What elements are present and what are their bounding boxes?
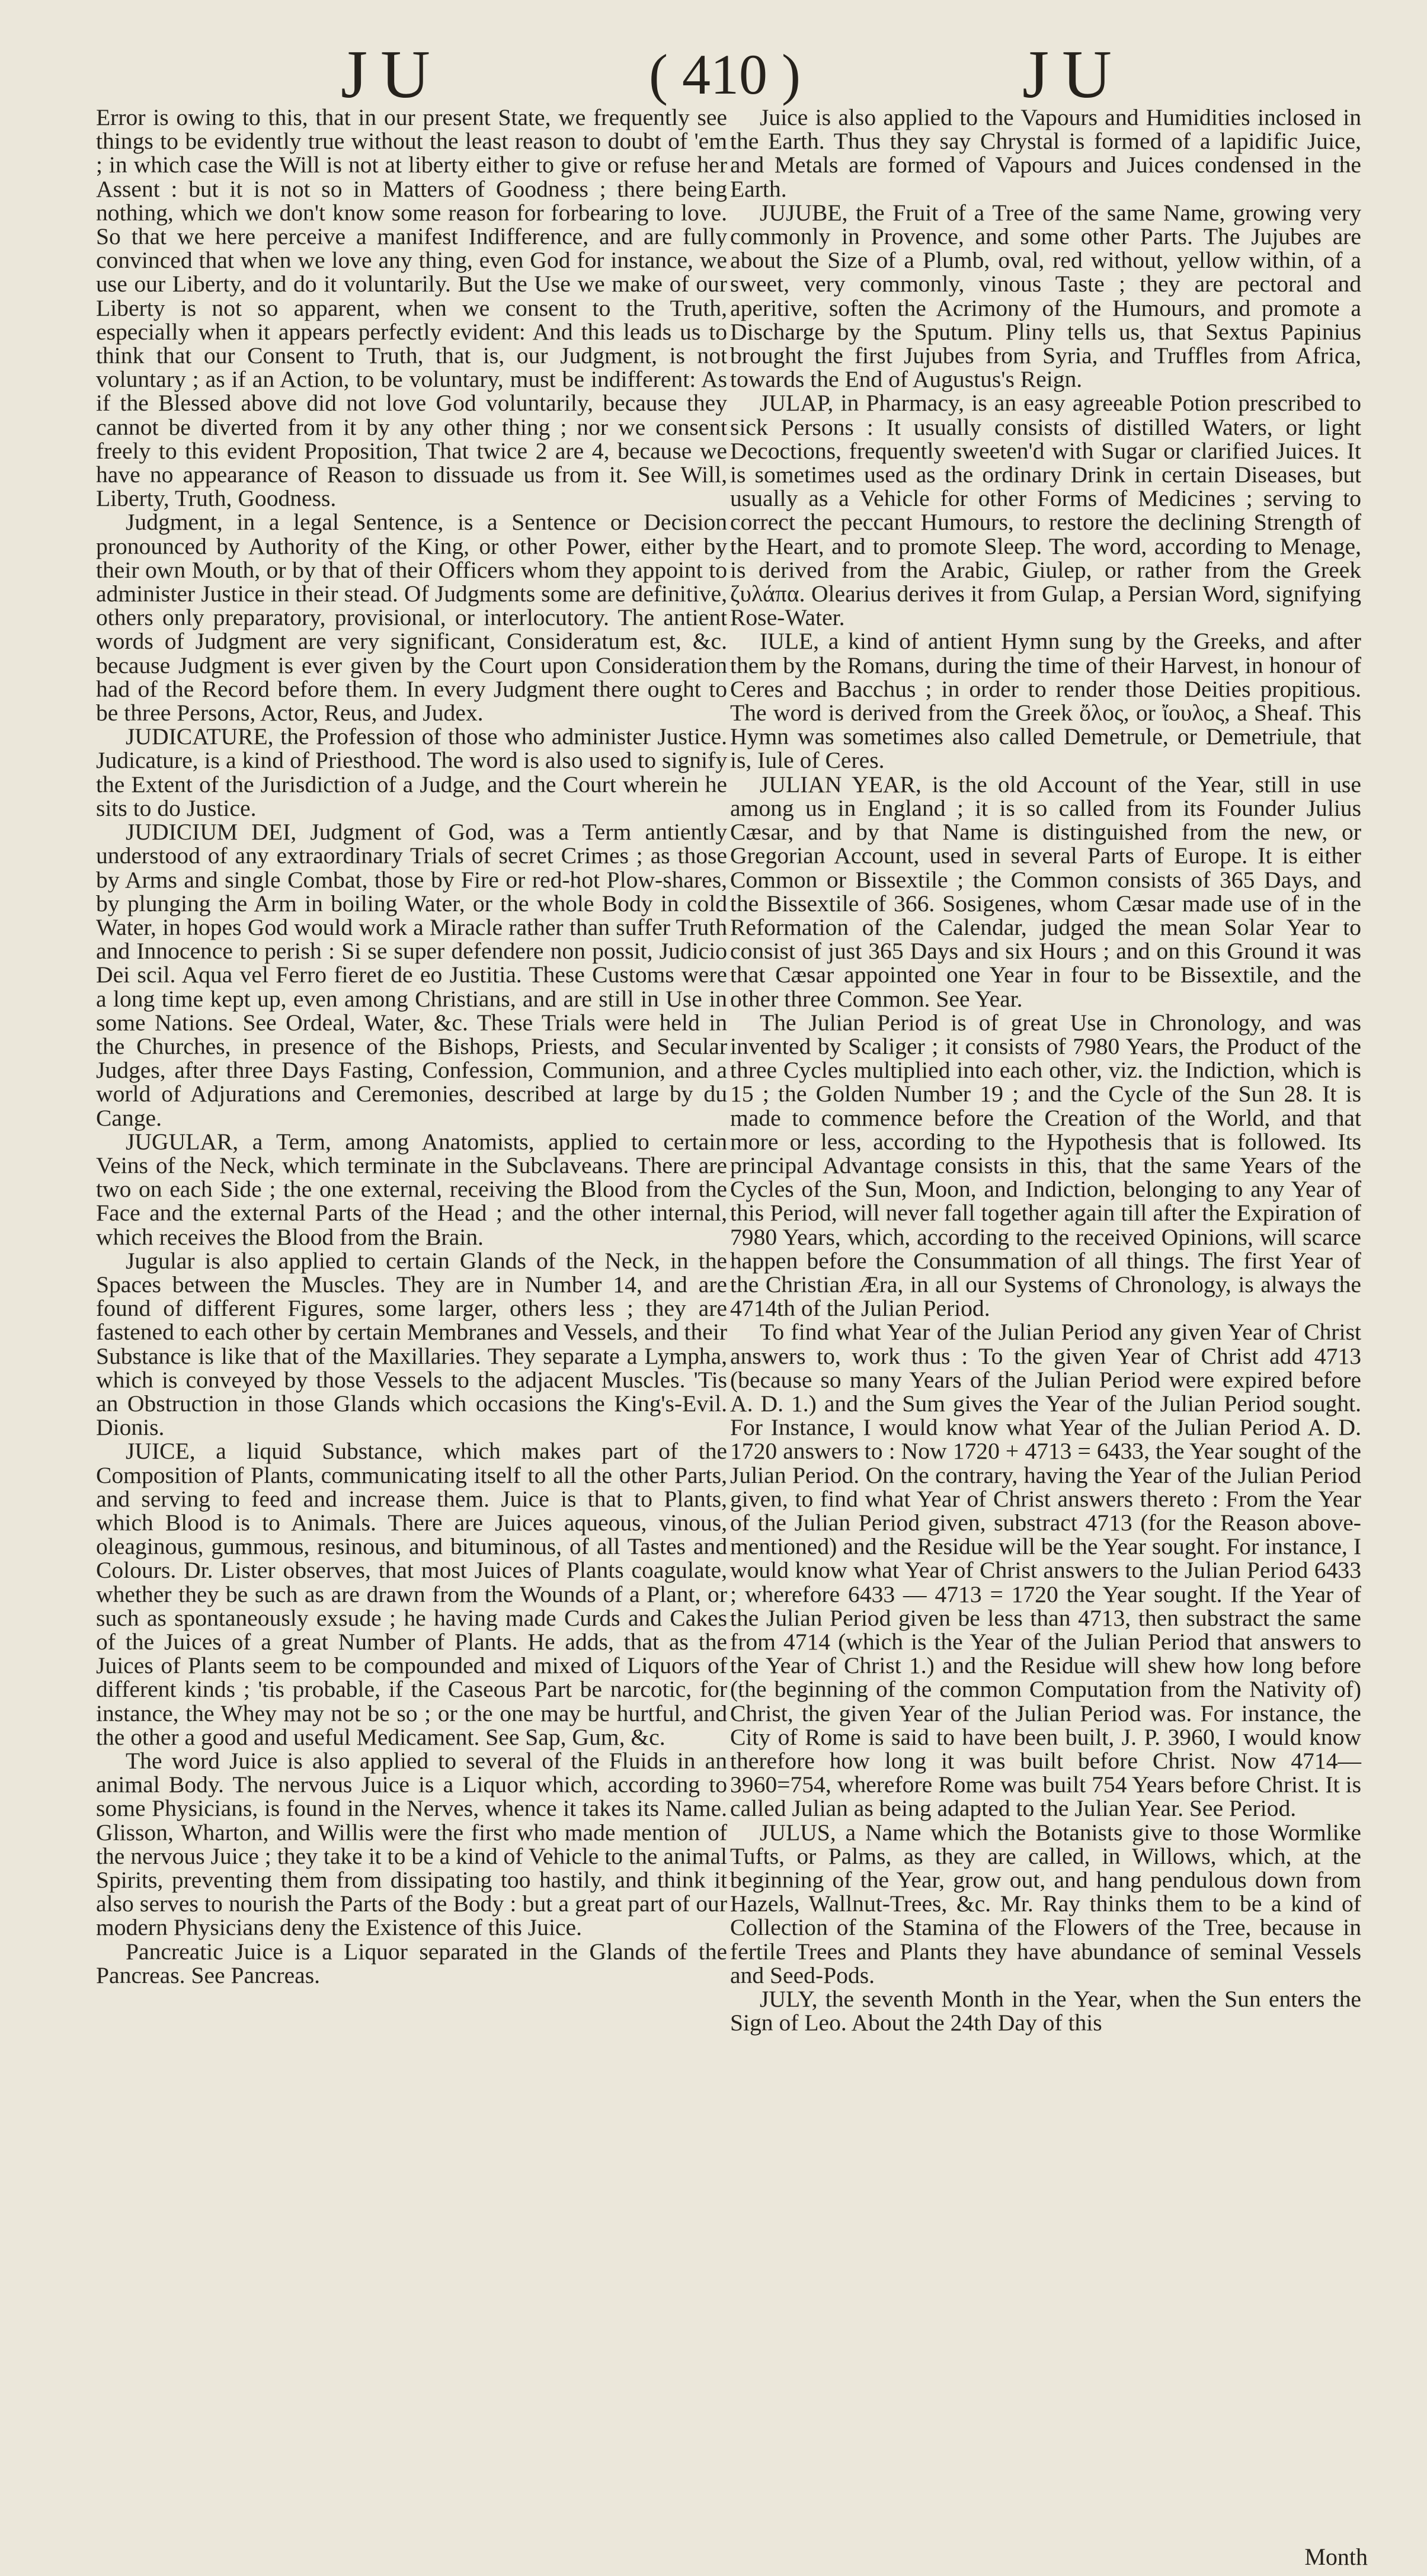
entry-paragraph: Judgment, in a legal Sentence, is a Sentence or Decision pronounced by Authority of the King, or other Power, either by their own Mouth, or by that of their Officers whom they appoint to administer Justice in their stead. Of Judgments some are definitive, others only preparatory, provisional, or interlocutory. The antient words of Judgment are very significant, Consideratum est, &c. because Judgment is ever given by the Court upon Consideration had of the Record before them. In every Judgment there ought to be three Persons, Actor, Reus, and Judex. <box>96 509 727 726</box>
entry-paragraph: The word Juice is also applied to several of the Fluids in an animal Body. The nervous Juice is a Liquor which, according to some Physicians, is found in the Nerves, whence it takes its Name. Glisson, Wharton, and Willis were the first who made mention of the nervous Juice ; they take it to be a kind of Vehicle to the animal Spirits, preventing them from dissipating too hastily, and think it also serves to nourish the Parts of the Body : but a great part of our modern Physicians deny the Existence of this Juice. <box>96 1748 727 1941</box>
entry-paragraph: Pancreatic Juice is a Liquor separated in the Glands of the Pancreas. See Pancreas. <box>96 1938 727 1988</box>
entry-paragraph: JUDICATURE, the Profession of those who administer Justice. Judicature, is a kind of Priesthood. The word is also used to signify the Extent of the Jurisdiction of a Judge, and the Court wherein he sits to do Justice. <box>96 723 727 821</box>
header-left-guide-word: JU <box>341 37 443 113</box>
entry-paragraph: JULIAN YEAR, is the old Account of the Year, still in use among us in England ; it is so called from its Founder Julius Cæsar, and by that Name is distinguished from the new, or Gregorian Account, used in several Parts of Europe. It is either Common or Bissextile ; the Common consists of 365 Days, and the Bissextile of 366. Sosigenes, whom Cæsar made use of in the Reformation of the Calendar, judged the mean Solar Year to consist of just 365 Days and six Hours ; and on this Ground it was that Cæsar appointed one Year in four to be Bissextile, and the other three Common. See Year. <box>730 771 1361 1012</box>
catchword: Month <box>1304 2543 1368 2570</box>
entry-paragraph: JUICE, a liquid Substance, which makes part of the Composition of Plants, communicating itself to all the other Parts, and serving to feed and increase them. Juice is that to Plants, which Blood is to Animals. There are Juices aqueous, vinous, oleaginous, gummous, resinous, and bituminous, of all Tastes and Colours. Dr. Lister observes, that most Juices of Plants coagulate, whether they be such as are drawn from the Wounds of a Plant, or such as spontaneously exsude ; he having made Curds and Cakes of the Juices of a great Number of Plants. He adds, that as the Juices of Plants seem to be compounded and mixed of Liquors of different kinds ; 'tis probable, if the Caseous Part be narcotic, for instance, the Whey may not be so ; or the one may be hurtful, and the other a good and useful Medicament. See Sap, Gum, &c. <box>96 1438 727 1750</box>
entry-paragraph: To find what Year of the Julian Period any given Year of Christ answers to, work thus : To the given Year of Christ add 4713 (because so many Years of the Julian Period were expired before A. D. 1.) and the Sum gives the Year of the Julian Period sought. For Instance, I would know what Year of the Julian Period A. D. 1720 answers to : Now 1720 + 4713 = 6433, the Year sought of the Julian Period. On the contrary, having the Year of the Julian Period given, to find what Year of Christ answers thereto : From the Year of the Julian Period given, substract 4713 (for the Reason above-mentioned) and the Residue will be the Year sought. For instance, I would know what Year of Christ answers to the Julian Period 6433 ; wherefore 6433 — 4713 = 1720 the Year sought. If the Year of the Julian Period given be less than 4713, then substract the same from 4714 (which is the Year of the Julian Period that answers to the Year of Christ 1.) and the Residue will shew how long before (the beginning of the common Computation from the Nativity of) Christ, the given Year of the Julian Period was. For instance, the City of Rome is said to have been built, J. P. 3960, I would know therefore how long it was built before Christ. Now 4714—3960=754, wherefore Rome was built 754 Years before Christ. It is called Julian as being adapted to the Julian Year. See Period. <box>730 1319 1361 1822</box>
entry-paragraph: JULY, the seventh Month in the Year, when the Sun enters the Sign of Leo. About the 24th Day of this <box>730 1986 1361 2036</box>
entry-paragraph: Jugular is also applied to certain Glands of the Neck, in the Spaces between the Muscles. They are in Number 14, and are found of different Figures, some larger, others less ; they are fastened to each other by certain Membranes and Vessels, and their Substance is like that of the Maxillaries. They separate a Lympha, which is conveyed by those Vessels to the adjacent Muscles. 'Tis an Obstruction in those Glands which occasions the King's-Evil. Dionis. <box>96 1247 727 1441</box>
entry-paragraph: JUDICIUM DEI, Judgment of God, was a Term antiently understood of any extraordinary Trials of secret Crimes ; as those by Arms and single Combat, those by Fire or red-hot Plow-shares, by plunging the Arm in boiling Water, or the whole Body in cold Water, in hopes God would work a Miracle rather than suffer Truth and Innocence to perish : Si se super defendere non possit, Judicio Dei scil. Aqua vel Ferro fieret de eo Justitia. These Customs were a long time kept up, even among Christians, and are still in Use in some Nations. See Ordeal, Water, &c. These Trials were held in the Churches, in presence of the Bishops, Priests, and Secular Judges, after three Days Fasting, Confession, Communion, and a world of Adjurations and Ceremonies, described at large by du Cange. <box>96 819 727 1131</box>
entry-paragraph: JUGULAR, a Term, among Anatomists, applied to certain Veins of the Neck, which terminate in the Subclaveans. There are two on each Side ; the one external, receiving the Blood from the Face and the external Parts of the Head ; and the other internal, which receives the Blood from the Brain. <box>96 1128 727 1250</box>
header-right-guide-word: JU <box>1022 37 1125 113</box>
right-text-column <box>730 105 1361 2034</box>
entry-paragraph: JUJUBE, the Fruit of a Tree of the same Name, growing very commonly in Provence, and some other Parts. The Jujubes are about the Size of a Plumb, oval, red without, yellow within, of a sweet, very commonly, vinous Taste ; they are pectoral and aperitive, soften the Acrimony of the Humours, and promote a Discharge by the Sputum. Pliny tells us, that Sextus Papinius brought the first Jujubes from Syria, and Truffles from Africa, towards the End of Augustus's Reign. <box>730 199 1361 393</box>
entry-paragraph: JULAP, in Pharmacy, is an easy agreeable Potion prescribed to sick Persons : It usually consists of distilled Waters, or light Decoctions, frequently sweeten'd with Sugar or clarified Juices. It is sometimes used as the ordinary Drink in certain Diseases, but usually as a Vehicle for other Forms of Medicines ; serving to correct the peccant Humours, to restore the declining Strength of the Heart, and to promote Sleep. The word, according to Menage, is derived from the Arabic, Giulep, or rather from the Greek ζυλάπα. Olearius derives it from Gulap, a Persian Word, signifying Rose-Water. <box>730 390 1361 631</box>
page-number: ( 410 ) <box>649 43 801 106</box>
page-header <box>0 24 1427 113</box>
entry-paragraph: The Julian Period is of great Use in Chronology, and was invented by Scaliger ; it consists of 7980 Years, the Product of the three Cycles multiplied into each other, viz. the Indiction, which is 15 ; the Golden Number 19 ; and the Cycle of the Sun 28. It is made to commence before the Creation of the World, and that more or less, according to the Hypothesis that is followed. Its principal Advantage consists in this, that the same Years of the Cycles of the Sun, Moon, and Indiction, belonging to any Year of this Period, will never fall together again till after the Expiration of 7980 Years, which, according to the received Opinions, will scarce happen before the Consummation of all things. The first Year of the Christian Æra, in all our Systems of Chronology, is always the 4714th of the Julian Period. <box>730 1009 1361 1322</box>
entry-paragraph: Error is owing to this, that in our present State, we frequently see things to be evidently true without the least reason to doubt of 'em ; in which case the Will is not at liberty either to give or refuse her Assent : but it is not so in Matters of Goodness ; there being nothing, which we don't know some reason for forbearing to love. So that we here perceive a manifest Indifference, and are fully convinced that when we love any thing, even God for instance, we use our Liberty, and do it voluntarily. But the Use we make of our Liberty is not so apparent, when we consent to the Truth, especially when it appears perfectly evident: And this leads us to think that our Consent to Truth, that is, our Judgment, is not voluntary ; as if an Action, to be voluntary, must be indifferent: As if the Blessed above did not love God voluntarily, because they cannot be diverted from it by any other thing ; nor we consent freely to this evident Proposition, That twice 2 are 4, because we have no appearance of Reason to dissuade us from it. See Will, Liberty, Truth, Goodness. <box>96 104 727 512</box>
entry-paragraph: JULUS, a Name which the Botanists give to those Wormlike Tufts, or Palms, as they are called, in Willows, which, at the beginning of the Year, grow out, and hang pendulous down from Hazels, Wallnut-Trees, &c. Mr. Ray thinks them to be a kind of Collection of the Stamina of the Flowers of the Tree, because in fertile Trees and Plants they have abundance of seminal Vessels and Seed-Pods. <box>730 1819 1361 1988</box>
left-text-column <box>96 105 727 1987</box>
entry-paragraph: IULE, a kind of antient Hymn sung by the Greeks, and after them by the Romans, during the time of their Harvest, in honour of Ceres and Bacchus ; in order to render those Deities propitious. The word is derived from the Greek ὄλος, or ἴουλος, a Sheaf. This Hymn was sometimes also called Demetrule, or Demetriule, that is, Iule of Ceres. <box>730 628 1361 774</box>
entry-paragraph: Juice is also applied to the Vapours and Humidities inclosed in the Earth. Thus they say Chrystal is formed of a lapidific Juice, and Metals are formed of Vapours and Juices condensed in the Earth. <box>730 104 1361 202</box>
